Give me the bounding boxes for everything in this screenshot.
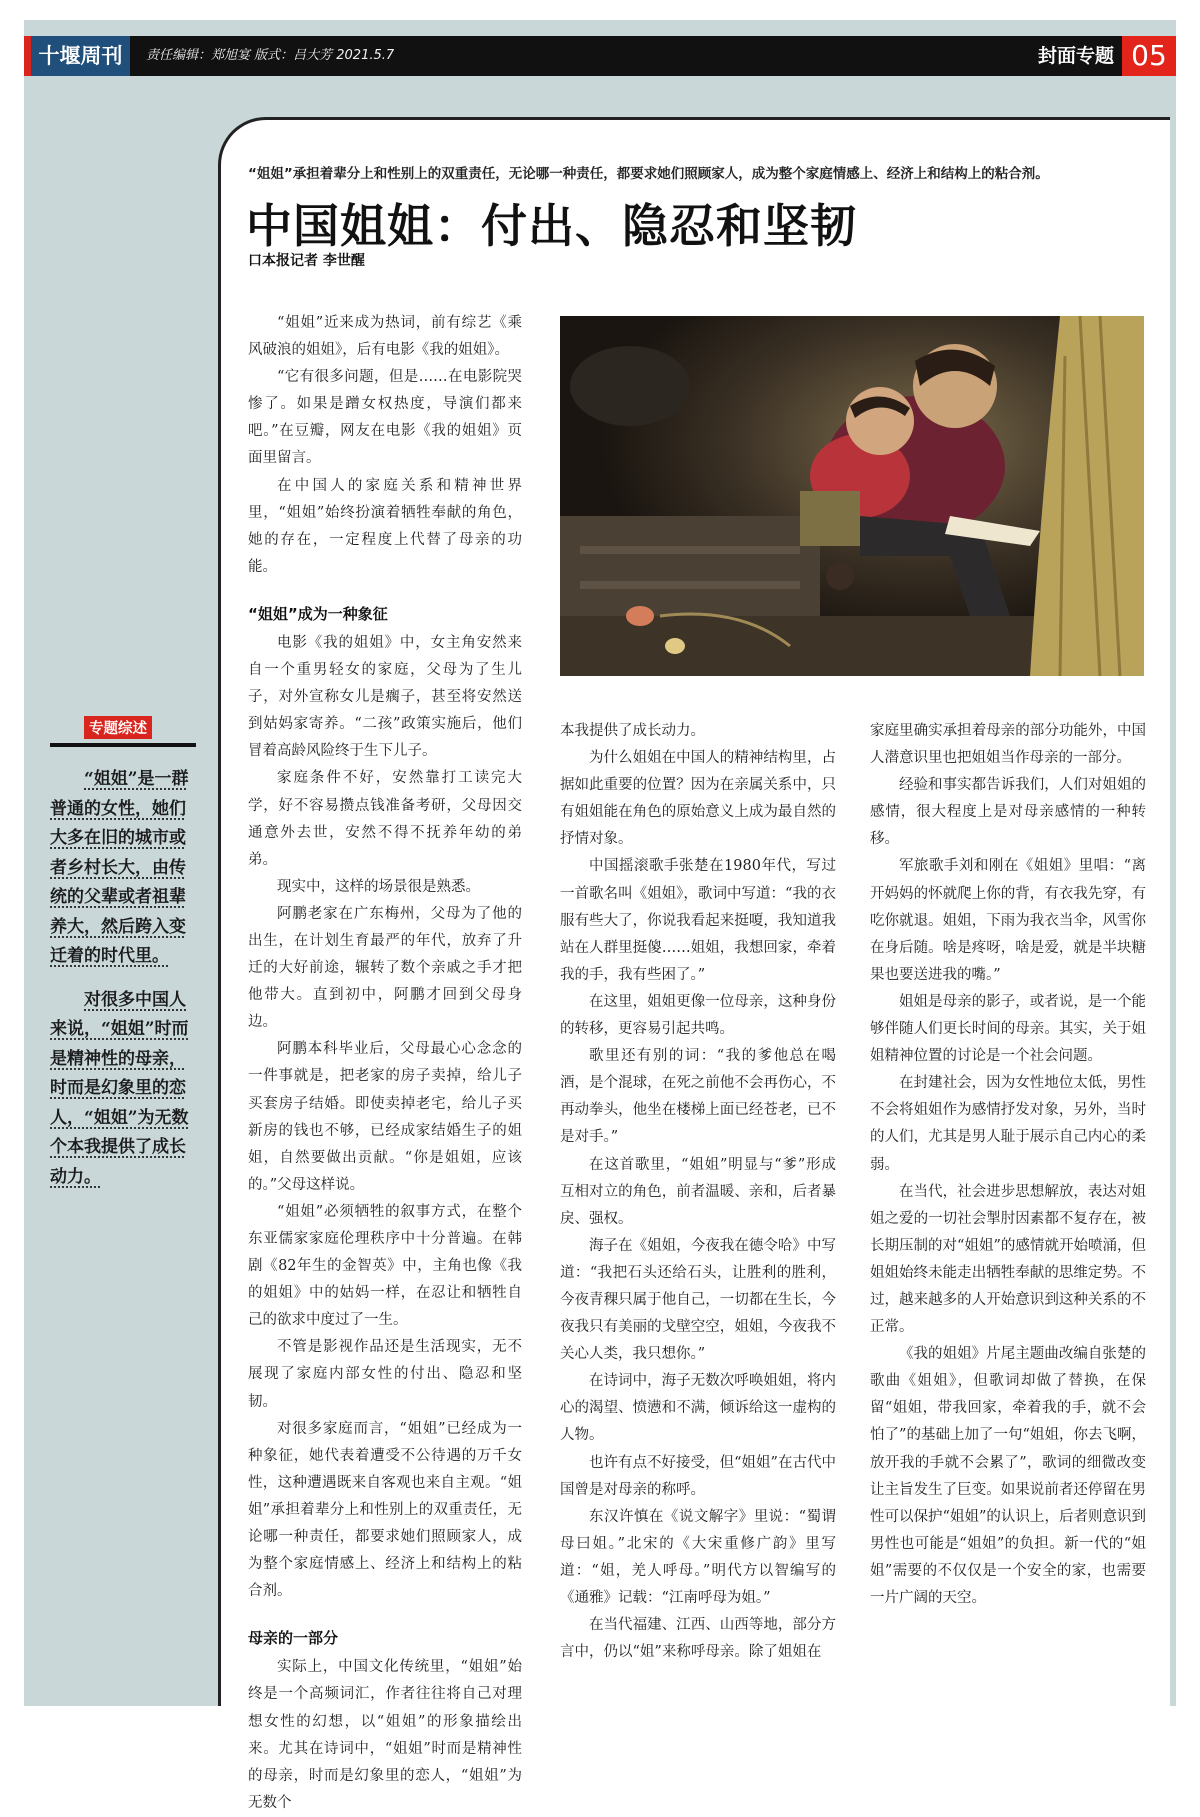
paragraph: 为什么姐姐在中国人的精神结构里，占据如此重要的位置？因为在亲属关系中，只有姐姐能在角色的原始意义上成为最自然的抒情对象。 <box>560 750 836 848</box>
paragraph: 现实中，这样的场景很是熟悉。 <box>277 878 480 895</box>
page-number: 05 <box>1122 36 1176 76</box>
paragraph: 歌里还有别的词：“我的爹他总在喝酒，是个混球，在死之前他不会再伤心，不再动拳头，他坐在楼梯上面已经苍老，已不是对手。” <box>560 1048 836 1146</box>
paragraph: 本我提供了成长动力。 <box>560 723 705 739</box>
article-column-2 <box>560 718 836 1666</box>
paragraph: “姐姐”必须牺牲的叙事方式，在整个东亚儒家家庭伦理秩序中十分普遍。在韩剧《82年生的金智英》中，主角也像《我的姐姐》中的姑妈一样，在忍让和牺牲自己的欲求中度过了一生。 <box>248 1203 522 1329</box>
sidebar-paragraph: 对很多中国人来说，“姐姐”时而是精神性的母亲，时而是幻象里的恋人，“姐姐”为无数个本我提供了成长动力。 <box>50 989 189 1187</box>
article-title: 中国姐姐：付出、隐忍和坚韧 <box>246 199 857 253</box>
paragraph: 在这里，姐姐更像一位母亲，这种身份的转移，更容易引起共鸣。 <box>560 993 836 1038</box>
paragraph: 姐姐是母亲的影子，或者说，是一个能够伴随人们更长时间的母亲。其实，关于姐姐精神位置的讨论是一个社会问题。 <box>870 993 1146 1065</box>
paragraph: 不管是影视作品还是生活现实，无不展现了家庭内部女性的付出、隐忍和坚韧。 <box>248 1339 522 1410</box>
paragraph: 阿鹏本科毕业后，父母最心心念念的一件事就是，把老家的房子卖掉，给儿子买套房子结婚。即使卖掉老宅，给儿子买新房的钱也不够，已经成家结婚生子的姐姐，自然要做出贡献。“你是姐姐，应该的。”父母这样说。 <box>248 1041 522 1193</box>
paragraph: 家庭条件不好，安然靠打工读完大学，好不容易攒点钱准备考研，父母因交通意外去世，安然不得不抚养年幼的弟弟。 <box>248 770 522 868</box>
article-column-1 <box>248 310 522 1817</box>
sidebar-paragraph: “姐姐”是一群普通的女性，她们大多在旧的城市或者乡村长大，由传统的父辈或者祖辈养大，然后跨入变迁着的时代里。 <box>50 769 189 966</box>
paragraph: 电影《我的姐姐》中，女主角安然来自一个重男轻女的家庭，父母为了生儿子，对外宣称女儿是瘸子，甚至将安然送到姑妈家寄养。“二孩”政策实施后，他们冒着高龄风险终于生下儿子。 <box>248 634 522 760</box>
section-title: 封面专题 <box>1037 45 1114 67</box>
paragraph: 《我的姐姐》片尾主题曲改编自张楚的歌曲《姐姐》，但歌词却做了替换，在保留“姐姐，带我回家，牵着我的手，就不会怕了”的基础上加了一句“姐姐，你去飞啊，放开我的手就不会累了”，歌词的细微改变让主旨发生了巨变。如果说前者还停留在男性可以保护“姐姐”的认识上，后者则意识到男性也可能是“姐姐”的负担。新一代的“姐姐”需要的不仅仅是一个安全的家，也需要一片广阔的天空。 <box>870 1346 1146 1606</box>
article-column-3 <box>870 718 1146 1612</box>
subheading: “姐姐”成为一种象征 <box>248 604 388 623</box>
editor-credits: 责任编辑：郑旭宴 版式：吕大芳 2021.5.7 <box>146 48 395 63</box>
paragraph: 在当代福建、江西、山西等地，部分方言中，仍以“姐”来称呼母亲。除了姐姐在 <box>560 1617 836 1661</box>
paragraph: 在当代，社会进步思想解放，表达对姐姐之爱的一切社会掣肘因素都不复存在，被长期压制的对“姐姐”的感情就开始喷涌，但姐姐始终未能走出牺牲奉献的思维定势。不过，越来越多的人开始意识到这种关系的不正常。 <box>870 1183 1146 1336</box>
page-header <box>24 36 1176 76</box>
paragraph: 在诗词中，海子无数次呼唤姐姐，将内心的渴望、愤懑和不满，倾诉给这一虚构的人物。 <box>560 1373 836 1444</box>
sidebar-summary <box>50 716 196 1206</box>
sidebar-divider <box>50 743 196 747</box>
paragraph: 在这首歌里，“姐姐”明显与“爹”形成互相对立的角色，前者温暖、亲和，后者暴戾、强权。 <box>560 1156 836 1227</box>
paragraph: “它有很多问题，但是……在电影院哭惨了。如果是蹭女权热度，导演们都来吧。”在豆瓣，网友在电影《我的姐姐》页面里留言。 <box>248 369 522 467</box>
article-byline: 口本报记者 李世醒 <box>248 253 365 269</box>
paragraph: 军旅歌手刘和刚在《姐姐》里唱：“离开妈妈的怀就爬上你的背，有衣我先穿，有吃你就退。姐姐，下雨为我衣当伞，风雪你在身后随。啥是疼呀，啥是爱，就是半块糖果也要送进我的嘴。” <box>870 858 1146 983</box>
paragraph: 对很多家庭而言，“姐姐”已经成为一种象征，她代表着遭受不公待遇的万千女性，这种遭遇既来自客观也来自主观。“姐姐”承担着辈分上和性别上的双重责任，无论哪一种责任，都要求她们照顾家人，成为整个家庭情感上、经济上和结构上的粘合剂。 <box>248 1420 522 1600</box>
paragraph: 家庭里确实承担着母亲的部分功能外，中国人潜意识里也把姐姐当作母亲的一部分。 <box>870 723 1146 767</box>
subheading: 母亲的一部分 <box>248 1629 339 1648</box>
paragraph: 中国摇滚歌手张楚在1980年代，写过一首歌名叫《姐姐》，歌词中写道：“我的衣服有些大了，你说我看起来挺嗄，我知道我站在人群里挺傻……姐姐，我想回家，牵着我的手，我有些困了。” <box>560 858 836 983</box>
paragraph: 经验和事实都告诉我们，人们对姐姐的感情，很大程度上是对母亲感情的一种转移。 <box>870 777 1146 848</box>
paragraph: 也许有点不好接受，但“姐姐”在古代中国曾是对母亲的称呼。 <box>560 1454 836 1498</box>
paragraph: 实际上，中国文化传统里，“姐姐”始终是一个高频词汇，作者往往将自己对理想女性的幻想，以“姐姐”的形象描绘出来。尤其在诗词中，“姐姐”时而是精神性的母亲，时而是幻象里的恋人，“姐姐”为无数个 <box>248 1659 522 1811</box>
paragraph: 在封建社会，因为女性地位太低，男性不会将姐姐作为感情抒发对象，另外，当时的人们，尤其是男人耻于展示自己内心的柔弱。 <box>870 1075 1146 1173</box>
paragraph: 阿鹏老家在广东梅州，父母为了他的出生，在计划生育最严的年代，放弃了升迁的大好前途，辗转了数个亲戚之手才把他带大。直到初中，阿鹏才回到父母身边。 <box>248 905 522 1031</box>
article-lead: “姐姐”承担着辈分上和性别上的双重责任，无论哪一种责任，都要求她们照顾家人，成为整个家庭情感上、经济上和结构上的粘合剂。 <box>248 166 1049 182</box>
paragraph: 在中国人的家庭关系和精神世界里，“姐姐”始终扮演着牺牲奉献的角色，她的存在，一定程度上代替了母亲的功能。 <box>248 477 522 575</box>
paragraph: “姐姐”近来成为热词，前有综艺《乘风破浪的姐姐》，后有电影《我的姐姐》。 <box>248 315 522 359</box>
painting-icon <box>560 316 1144 676</box>
article-photo <box>560 316 1144 676</box>
sidebar-tag: 专题综述 <box>84 716 152 739</box>
paragraph: 海子在《姐姐，今夜我在德令哈》中写道：“我把石头还给石头，让胜利的胜利，今夜青稞只属于他自己，一切都在生长，今夜我只有美丽的戈壁空空，姐姐，今夜我不关心人类，我只想你。” <box>560 1237 836 1363</box>
brand-logo: 十堰周刊 <box>24 36 130 76</box>
paragraph: 东汉许慎在《说文解字》里说：“蜀谓母曰姐。”北宋的《大宋重修广韵》里写道：“姐，羌人呼母。”明代方以智编写的《通雅》记载：“江南呼母为姐。” <box>560 1508 836 1606</box>
